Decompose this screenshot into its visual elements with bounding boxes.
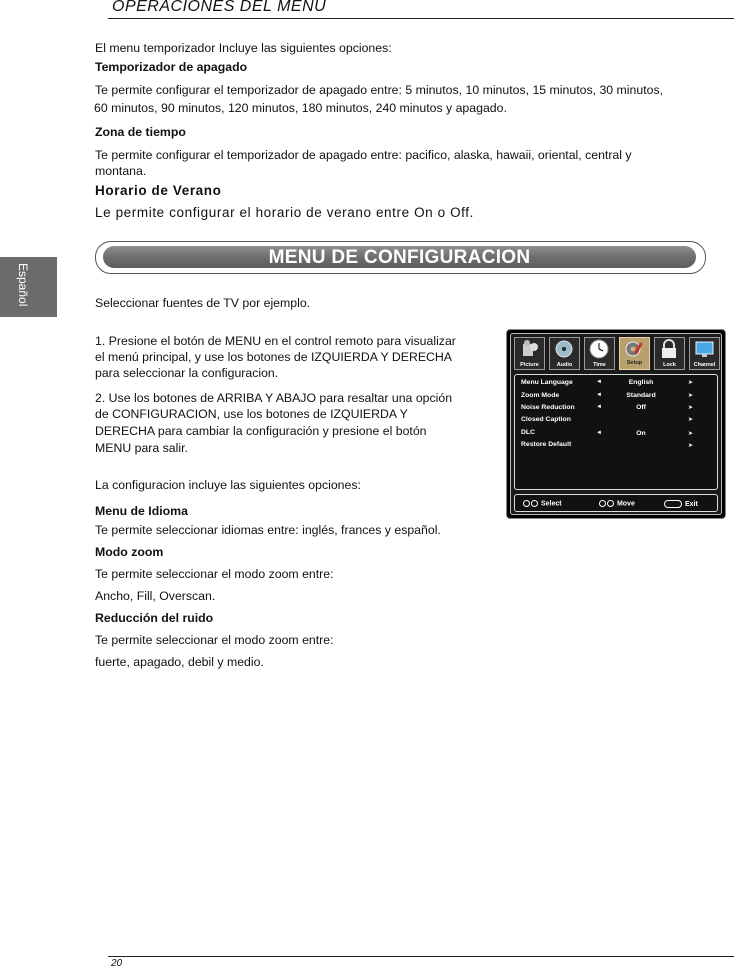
section-banner-title: MENU DE CONFIGURACION: [268, 247, 531, 268]
language-side-tab: [0, 257, 57, 317]
step2-line-4: MENU para salir.: [95, 441, 188, 455]
footer-select: Select: [523, 500, 562, 507]
tab-label-lock: Lock: [663, 362, 676, 368]
menu-language-heading: Menu de Idioma: [95, 504, 188, 518]
zoom-mode-text-1: Te permite seleccionar el modo zoom entre:: [95, 567, 334, 581]
step2-line-1: 2. Use los botones de ARRIBA Y ABAJO para resaltar una opción: [95, 391, 453, 405]
page-number: 20: [111, 958, 123, 969]
tv-row-label: Zoom Mode: [521, 392, 560, 399]
footer-exit: Exit: [664, 500, 698, 508]
arrow-button-icon: [607, 500, 614, 507]
tv-row-label: Noise Reduction: [521, 404, 575, 411]
tab-label-time: Time: [593, 362, 606, 368]
header-rule: [108, 18, 734, 19]
step2-line-2: de CONFIGURACION, use los botones de IZQUIERDA Y: [95, 407, 408, 421]
right-arrow-icon: ➤: [688, 405, 694, 411]
options-intro: La configuracion incluye las siguientes opciones:: [95, 478, 361, 492]
speaker-disc-icon: [550, 338, 579, 360]
tv-row-value: Off: [636, 404, 646, 411]
left-arrow-icon: ◄: [596, 404, 602, 410]
tv-row-value: English: [628, 379, 654, 386]
side-tab-label: Español: [16, 263, 30, 307]
right-arrow-icon: ➤: [688, 443, 694, 449]
right-arrow-icon: ➤: [688, 417, 694, 423]
left-arrow-icon: ◄: [596, 379, 602, 385]
select-sources-text: Seleccionar fuentes de TV por ejemplo.: [95, 296, 311, 310]
right-arrow-icon: ➤: [688, 431, 694, 437]
noise-reduction-text-2: fuerte, apagado, debil y medio.: [95, 655, 264, 669]
noise-reduction-heading: Reducción del ruido: [95, 611, 214, 625]
step1-line-3: para seleccionar la configuracion.: [95, 366, 279, 380]
tab-label-channel: Channel: [693, 362, 716, 368]
tv-row-label: Closed Caption: [521, 416, 571, 423]
zoom-mode-heading: Modo zoom: [95, 545, 164, 559]
sleep-timer-heading: Temporizador de apagado: [95, 60, 248, 74]
time-zone-text-2: montana.: [95, 164, 147, 178]
tv-row-label: Restore Default: [521, 441, 572, 448]
time-zone-heading: Zona de tiempo: [95, 125, 186, 139]
tv-row-value: On: [636, 430, 646, 437]
menu-language-text: Te permite seleccionar idiomas entre: inglés, frances y español.: [95, 523, 441, 537]
clock-icon: [585, 338, 614, 360]
tv-row-value: Standard: [626, 392, 656, 399]
right-arrow-icon: ➤: [688, 393, 694, 399]
left-arrow-icon: ◄: [596, 392, 602, 398]
step1-line-2: el menú principal, y use los botones de IZQUIERDA Y DERECHA: [95, 350, 452, 364]
timer-intro: El menu temporizador Incluye las siguientes opciones:: [95, 41, 392, 55]
tv-row-label: DLC: [521, 429, 535, 436]
footer-rule: [108, 956, 734, 957]
noise-reduction-text-1: Te permite seleccionar el modo zoom entre:: [95, 633, 334, 647]
ok-button-icon: [531, 500, 538, 507]
arrow-button-icon: [599, 500, 606, 507]
zoom-mode-text-2: Ancho, Fill, Overscan.: [95, 589, 216, 603]
step2-line-3: DERECHA para cambiar la configuración y presione el botón: [95, 424, 427, 438]
footer-move: Move: [599, 500, 635, 507]
sleep-timer-text-1: Te permite configurar el temporizador de apagado entre: 5 minutos, 10 minutos, 15 minutos, 30 minutos,: [95, 83, 664, 97]
time-zone-text-1: Te permite configurar el temporizador de apagado entre: pacifico, alaska, hawaii, oriental, central y: [95, 148, 632, 162]
page-header-title: OPERACIONES DEL MENU: [112, 0, 327, 15]
ok-button-icon: [523, 500, 530, 507]
gear-tools-icon: [620, 338, 649, 360]
tab-label-audio: Audio: [556, 362, 573, 368]
tab-label-picture: Picture: [520, 362, 539, 368]
monitor-icon: [690, 338, 719, 360]
dst-text: Le permite configurar el horario de verano entre On o Off.: [95, 205, 474, 220]
camera-icon: [515, 338, 544, 360]
left-arrow-icon: ◄: [596, 430, 602, 436]
tab-label-setup: Setup: [626, 360, 643, 366]
lock-icon: [655, 338, 684, 360]
right-arrow-icon: ➤: [688, 380, 694, 386]
step1-line-1: 1. Presione el botón de MENU en el control remoto para visualizar: [95, 334, 456, 348]
tv-row-label: Menu Language: [521, 379, 573, 386]
sleep-timer-text-2: 60 minutos, 90 minutos, 120 minutos, 180 minutos, 240 minutos y apagado.: [94, 101, 507, 115]
menu-button-icon: [664, 500, 682, 508]
dst-heading: Horario de Verano: [95, 183, 222, 198]
